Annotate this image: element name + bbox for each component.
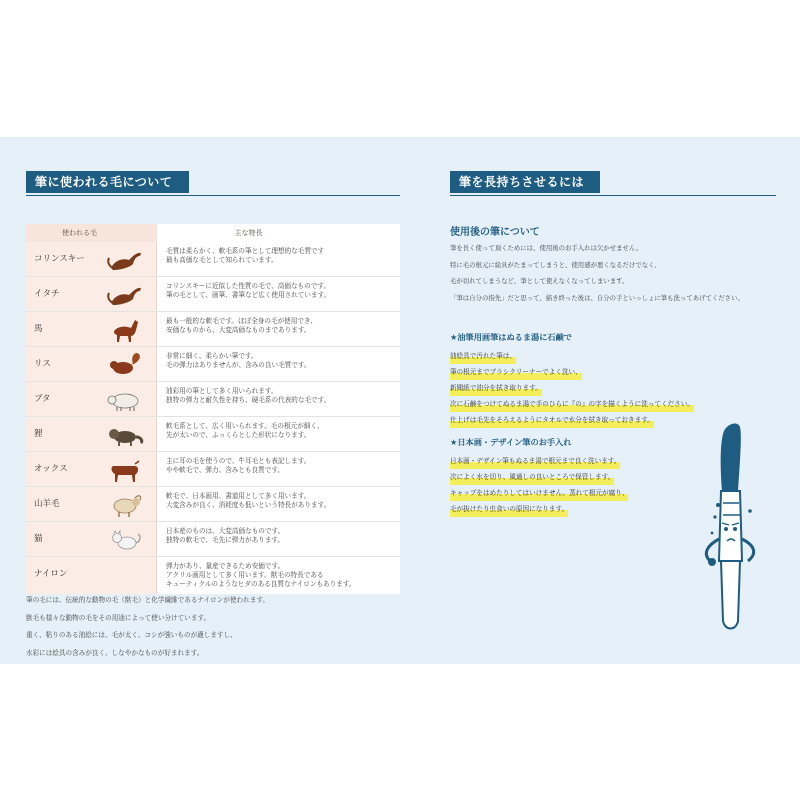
hair-notes (26, 592, 406, 662)
heading-rule (450, 195, 776, 196)
header-features: 主な特長 (157, 224, 400, 242)
horse-icon (105, 316, 145, 343)
feature-line: 独特の軟毛で、毛先に弾力があります。 (166, 536, 285, 544)
header-hair-type: 使われる毛 (26, 224, 157, 242)
hair-name-cell (26, 312, 157, 346)
hair-name: 山羊毛 (34, 499, 60, 509)
hair-feature-cell (157, 522, 400, 556)
table-row (26, 277, 400, 312)
table-row (26, 452, 400, 487)
table-row (26, 417, 400, 452)
section-heading-hair: 筆に使われる毛について (26, 171, 189, 193)
note-line: 水彩には絵具の含みが良く、しなやかなものが好まれます。 (26, 648, 204, 657)
hair-feature-cell (157, 242, 400, 276)
brush-character-icon (688, 421, 788, 641)
oil-care-line: 油絵具で汚れた筆は、 (450, 348, 516, 364)
feature-line: やや軟毛で、弾力、含みとも良質です。 (166, 466, 285, 474)
hair-name: コリンスキー (34, 254, 85, 264)
feature-line: 油彩用の筆として多く用いられます。 (166, 387, 278, 395)
after-use-subtitle: 使用後の筆について (450, 227, 540, 238)
table-row (26, 312, 400, 347)
raccoon-dog-icon (105, 421, 145, 448)
table-row (26, 557, 400, 594)
table-row (26, 487, 400, 522)
note-line: 獣毛も様々な動物の毛をその用途によって使い分けています。 (26, 613, 211, 622)
hair-name: 狸 (34, 429, 43, 439)
hair-table (26, 224, 400, 594)
after-use-intro (450, 240, 790, 306)
oil-care-title: ★油筆用画筆はぬるま湯に石鹸で (450, 332, 572, 342)
intro-line: 毛が切れてしまうなど、筆として使えなくなってしまいます。 (450, 277, 629, 285)
hair-feature-cell (157, 417, 400, 451)
hair-name: ブタ (34, 394, 51, 404)
hair-feature-cell (157, 277, 400, 311)
note-line: 重く、粘りのある油絵には、毛が太く、コシが強いものが適しますし、 (26, 631, 237, 639)
table-row (26, 347, 400, 382)
hair-name: イタチ (34, 289, 60, 299)
hair-name: 馬 (34, 324, 43, 334)
hair-name-cell (26, 417, 157, 451)
hair-name-cell (26, 347, 157, 381)
oil-brush-care (450, 332, 780, 428)
jp-care-line: 日本画・デザイン筆もぬるま湯で根元まで良く洗います。 (450, 453, 620, 469)
feature-line: 安価なものから、大変高価なものまであります。 (166, 326, 311, 334)
feature-line: 弾力があり、量産できるため安価です。 (166, 562, 285, 570)
feature-line: 筆の毛として、画筆、書筆など広く使用されています。 (166, 291, 331, 299)
oil-care-line: 仕上げは毛先をそろえるようにタオルで水分を拭き取っておきます。 (450, 412, 654, 428)
pig-icon (105, 386, 145, 413)
oil-care-line: 新聞紙で油分を拭き取ります。 (450, 380, 542, 396)
feature-line: 毛質は柔らかく、軟毛系の筆として理想的な毛質です (166, 247, 325, 255)
feature-line: 独特の弾力と耐久性を持ち、硬毛系の代表的な毛です。 (166, 396, 331, 404)
intro-line: 筆を長く使って頂くためには、使用後のお手入れは欠かせません。 (450, 244, 643, 252)
feature-line: 主に耳の毛を使うので、牛耳毛とも表記します。 (166, 457, 311, 465)
hair-name: 猫 (34, 534, 43, 544)
hair-name: リス (34, 359, 51, 369)
cat-icon (105, 526, 145, 553)
intro-line: 特に毛の根元に絵具がたまってしまうと、使用感が悪くなるだけでなく、 (450, 260, 661, 269)
hair-name: オックス (34, 464, 68, 474)
jp-care-line: 次によく水を切り、風通しの良いところで保管します。 (450, 469, 614, 485)
oil-care-line: 次に石鹸をつけてぬるま湯で手のひらに『の』の字を描くように洗ってください。 (450, 396, 694, 412)
hair-feature-cell (157, 382, 400, 416)
intro-line: 「筆は自分の指先」だと思って、描き終った後は、自分の手といっしょに筆も洗ってあげてください。 (450, 293, 744, 302)
feature-line: 最も一般的な軟毛です。ほぼ全身の毛が使用でき、 (166, 317, 317, 325)
hair-name-cell (26, 522, 157, 556)
content-panel (0, 137, 800, 664)
jp-care-title: ★日本画・デザイン筆のお手入れ (450, 437, 572, 447)
heading-rule (26, 195, 400, 196)
weasel-icon (105, 281, 145, 308)
hair-feature-cell (157, 557, 400, 594)
feature-line: 先が太いので、ふっくらとした形状になります。 (166, 431, 311, 439)
hair-feature-cell (157, 452, 400, 486)
table-row (26, 242, 400, 277)
section-heading-care: 筆を長持ちさせるには (450, 171, 600, 193)
hair-name-cell (26, 557, 157, 594)
jp-care-line: 毛が抜けたり虫食いの原因になります。 (450, 501, 568, 517)
ox-icon (105, 456, 145, 483)
feature-line: キューティクルのようなヒダのある良質なナイロンもあります。 (166, 580, 356, 588)
oil-care-line: 筆の根元までブラシクリーナーでよく洗い、 (450, 364, 582, 380)
feature-line: 軟毛系として、広く用いられます。毛の根元が細く、 (166, 422, 324, 430)
hair-feature-cell (157, 312, 400, 346)
hair-name-cell (26, 452, 157, 486)
feature-line: 日本産のものは、大変高価なものです。 (166, 527, 285, 535)
weasel-icon (105, 246, 145, 273)
feature-line: 軟毛で、日本画用、書道用として多く用います。 (166, 492, 311, 500)
feature-line: 非常に細く、柔らかい筆です。 (166, 352, 258, 360)
feature-line: 大変含みが良く、消耗度も低いという特長があります。 (166, 501, 331, 509)
hair-name: ナイロン (34, 569, 68, 579)
hair-name-cell (26, 277, 157, 311)
hair-feature-cell (157, 347, 400, 381)
table-row (26, 522, 400, 557)
hair-name-cell (26, 382, 157, 416)
note-line: 筆の毛には、伝統的な動物の毛（獣毛）と化学繊維であるナイロンが使われます。 (26, 596, 269, 604)
goat-icon (105, 491, 145, 518)
feature-line: アクリル画用として多く用います。獣毛の特長である (166, 571, 324, 579)
feature-line: 毛の弾力はありませんが、含みの良い毛質です。 (166, 361, 311, 369)
hair-name-cell (26, 242, 157, 276)
feature-line: 最も高価な毛として知られています。 (166, 256, 278, 264)
squirrel-icon (105, 351, 145, 378)
jp-care-line: キャップをはめたりしてはいけません。蒸れて根元が腐り、 (450, 485, 628, 501)
hair-name-cell (26, 487, 157, 521)
hair-feature-cell (157, 487, 400, 521)
table-row (26, 382, 400, 417)
feature-line: コリンスキーに近似した性質の毛で、高価なものです。 (166, 282, 330, 290)
table-header (26, 224, 400, 242)
